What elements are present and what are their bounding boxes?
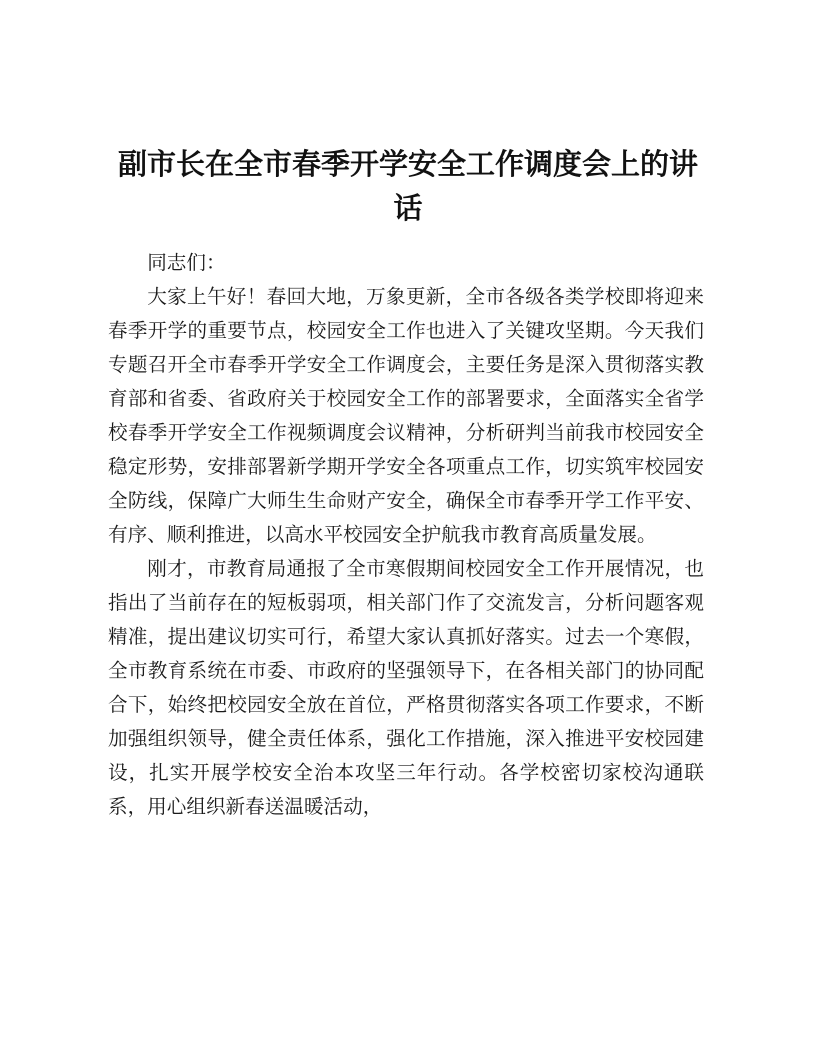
document-body bbox=[108, 246, 704, 824]
paragraph-review: 刚才，市教育局通报了全市寒假期间校园安全工作开展情况，也指出了当前存在的短板弱项，相关部门作了交流发言，分析问题客观精准，提出建议切实可行，希望大家认真抓好落实。过去一个寒假，全市教育系统在市委、市政府的坚强领导下，在各相关部门的协同配合下，始终把校园安全放在首位，严格贯彻落实各项工作要求，不断加强组织领导，健全责任体系，强化工作措施，深入推进平安校园建设，扎实开展学校安全治本攻坚三年行动。各学校密切家校沟通联系，用心组织新春送温暖活动， bbox=[108, 557, 704, 818]
salutation: 同志们： bbox=[147, 251, 226, 274]
document-title: 副市长在全市春季开学安全工作调度会上的讲话 bbox=[117, 147, 698, 225]
paragraph-opening: 大家上午好！春回大地，万象更新，全市各级各类学校即将迎来春季开学的重要节点，校园安全工作也进入了关键攻坚期。今天我们专题召开全市春季开学安全工作调度会，主要任务是深入贯彻落实教育部和省委、省政府关于校园安全工作的部署要求，全面落实全省学校春季开学安全工作视频调度会议精神，分析研判当前我市校园安全稳定形势，安排部署新学期开学安全各项重点工作，切实筑牢校园安全防线，保障广大师生生命财产安全，确保全市春季开学工作平安、有序、顺利推进，以高水平校园安全护航我市教育高质量发展。 bbox=[108, 285, 704, 546]
